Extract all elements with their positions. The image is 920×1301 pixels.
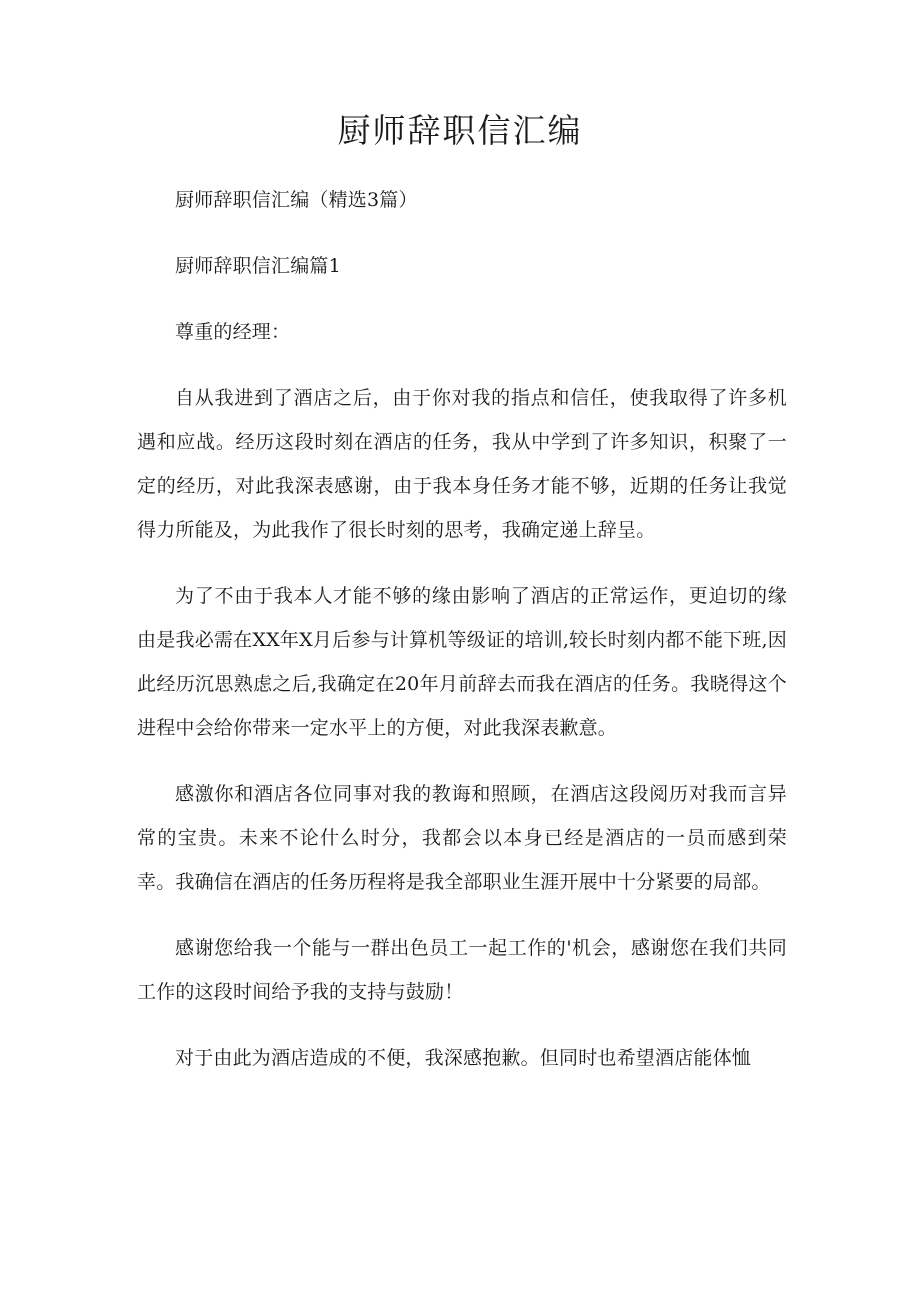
paragraph: 感谢您给我一个能与一群出色员工一起工作的'机会，感谢您在我们共同工作的这段时间给予我的支持与鼓励！ [137,937,787,1003]
document-subtitle: 厨师辞职信汇编（精选3篇） [175,189,418,211]
document-body [137,178,787,1102]
document-title: 厨师辞职信汇编 [337,111,583,150]
section-heading: 厨师辞职信汇编篇1 [175,255,341,277]
paragraph: 感激你和酒店各位同事对我的教诲和照顾，在酒店这段阅历对我而言异常的宝贵。未来不论什么时分，我都会以本身已经是酒店的一员而感到荣幸。我确信在酒店的任务历程将是我全部职业生涯开展中十分紧要的局部。 [137,783,787,893]
paragraph: 对于由此为酒店造成的不便，我深感抱歉。但同时也希望酒店能体恤 [175,1047,752,1069]
paragraph: 为了不由于我本人才能不够的缘由影响了酒店的正常运作，更迫切的缘由是我必需在XX年X月后参与计算机等级证的培训,较长时刻内都不能下班,因此经历沉思熟虑之后,我确定在20年月前辞去而我在酒店的任务。我晓得这个进程中会给你带来一定水平上的方便，对此我深表歉意。 [137,585,787,739]
salutation: 尊重的经理： [175,321,291,343]
paragraph: 自从我进到了酒店之后，由于你对我的指点和信任，使我取得了许多机遇和应战。经历这段时刻在酒店的任务，我从中学到了许多知识，积聚了一定的经历，对此我深表感谢，由于我本身任务才能不够，近期的任务让我觉得力所能及，为此我作了很长时刻的思考，我确定递上辞呈。 [137,387,787,541]
